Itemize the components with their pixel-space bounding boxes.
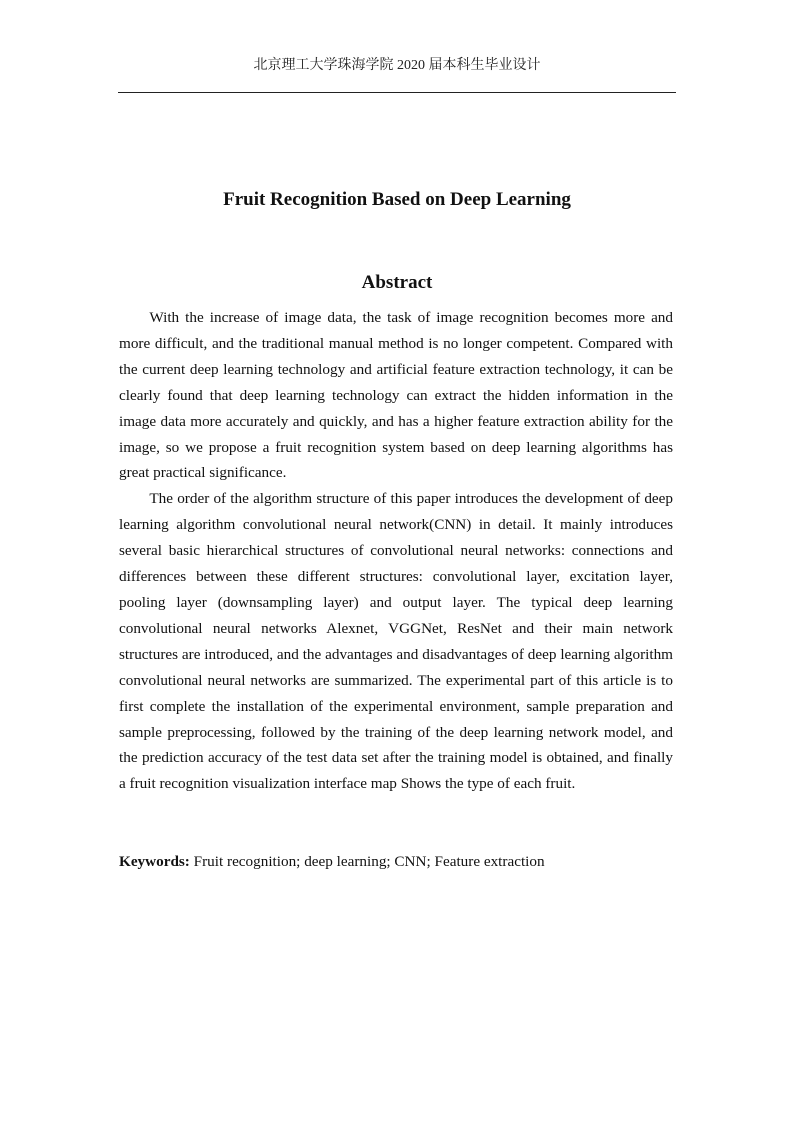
- abstract-paragraph-1: With the increase of image data, the task of image recognition becomes more and more difficult, and the traditional manual method is no longer competent. Compared with the current deep learning technology and artificial feature extraction technology, it can be clearly found that deep learning technology can extract the hidden information in the image data more accurately and quickly, and has a higher feature extraction ability for the image, so we propose a fruit recognition system based on deep learning algorithms has great practical significance.: [119, 309, 673, 482]
- keywords-line: [119, 849, 673, 875]
- abstract-body: [119, 305, 673, 797]
- paper-title: Fruit Recognition Based on Deep Learning: [223, 189, 571, 210]
- header-divider: [118, 92, 676, 93]
- keywords-text: Fruit recognition; deep learning; CNN; Feature extraction: [189, 853, 545, 870]
- abstract-paragraph-2: The order of the algorithm structure of this paper introduces the development of deep learning algorithm convolutional neural network(CNN) in detail. It mainly introduces several basic hierarchical structures of convolutional neural networks: connections and differences between these different structures: convolutional layer, excitation layer, pooling layer (downsampling layer) and output layer. The typical deep learning convolutional neural networks Alexnet, VGGNet, ResNet and their main network structures are introduced, and the advantages and disadvantages of deep learning algorithm convolutional neural networks are summarized. The experimental part of this article is to first complete the installation of the experimental environment, sample preparation and sample preprocessing, followed by the training of the deep learning network model, and the prediction accuracy of the test data set after the training model is obtained, and finally a fruit recognition visualization interface map Shows the type of each fruit.: [119, 490, 673, 793]
- running-header: 北京理工大学珠海学院 2020 届本科生毕业设计: [253, 58, 541, 73]
- abstract-heading: Abstract: [361, 272, 433, 293]
- keywords-label: Keywords:: [119, 853, 190, 870]
